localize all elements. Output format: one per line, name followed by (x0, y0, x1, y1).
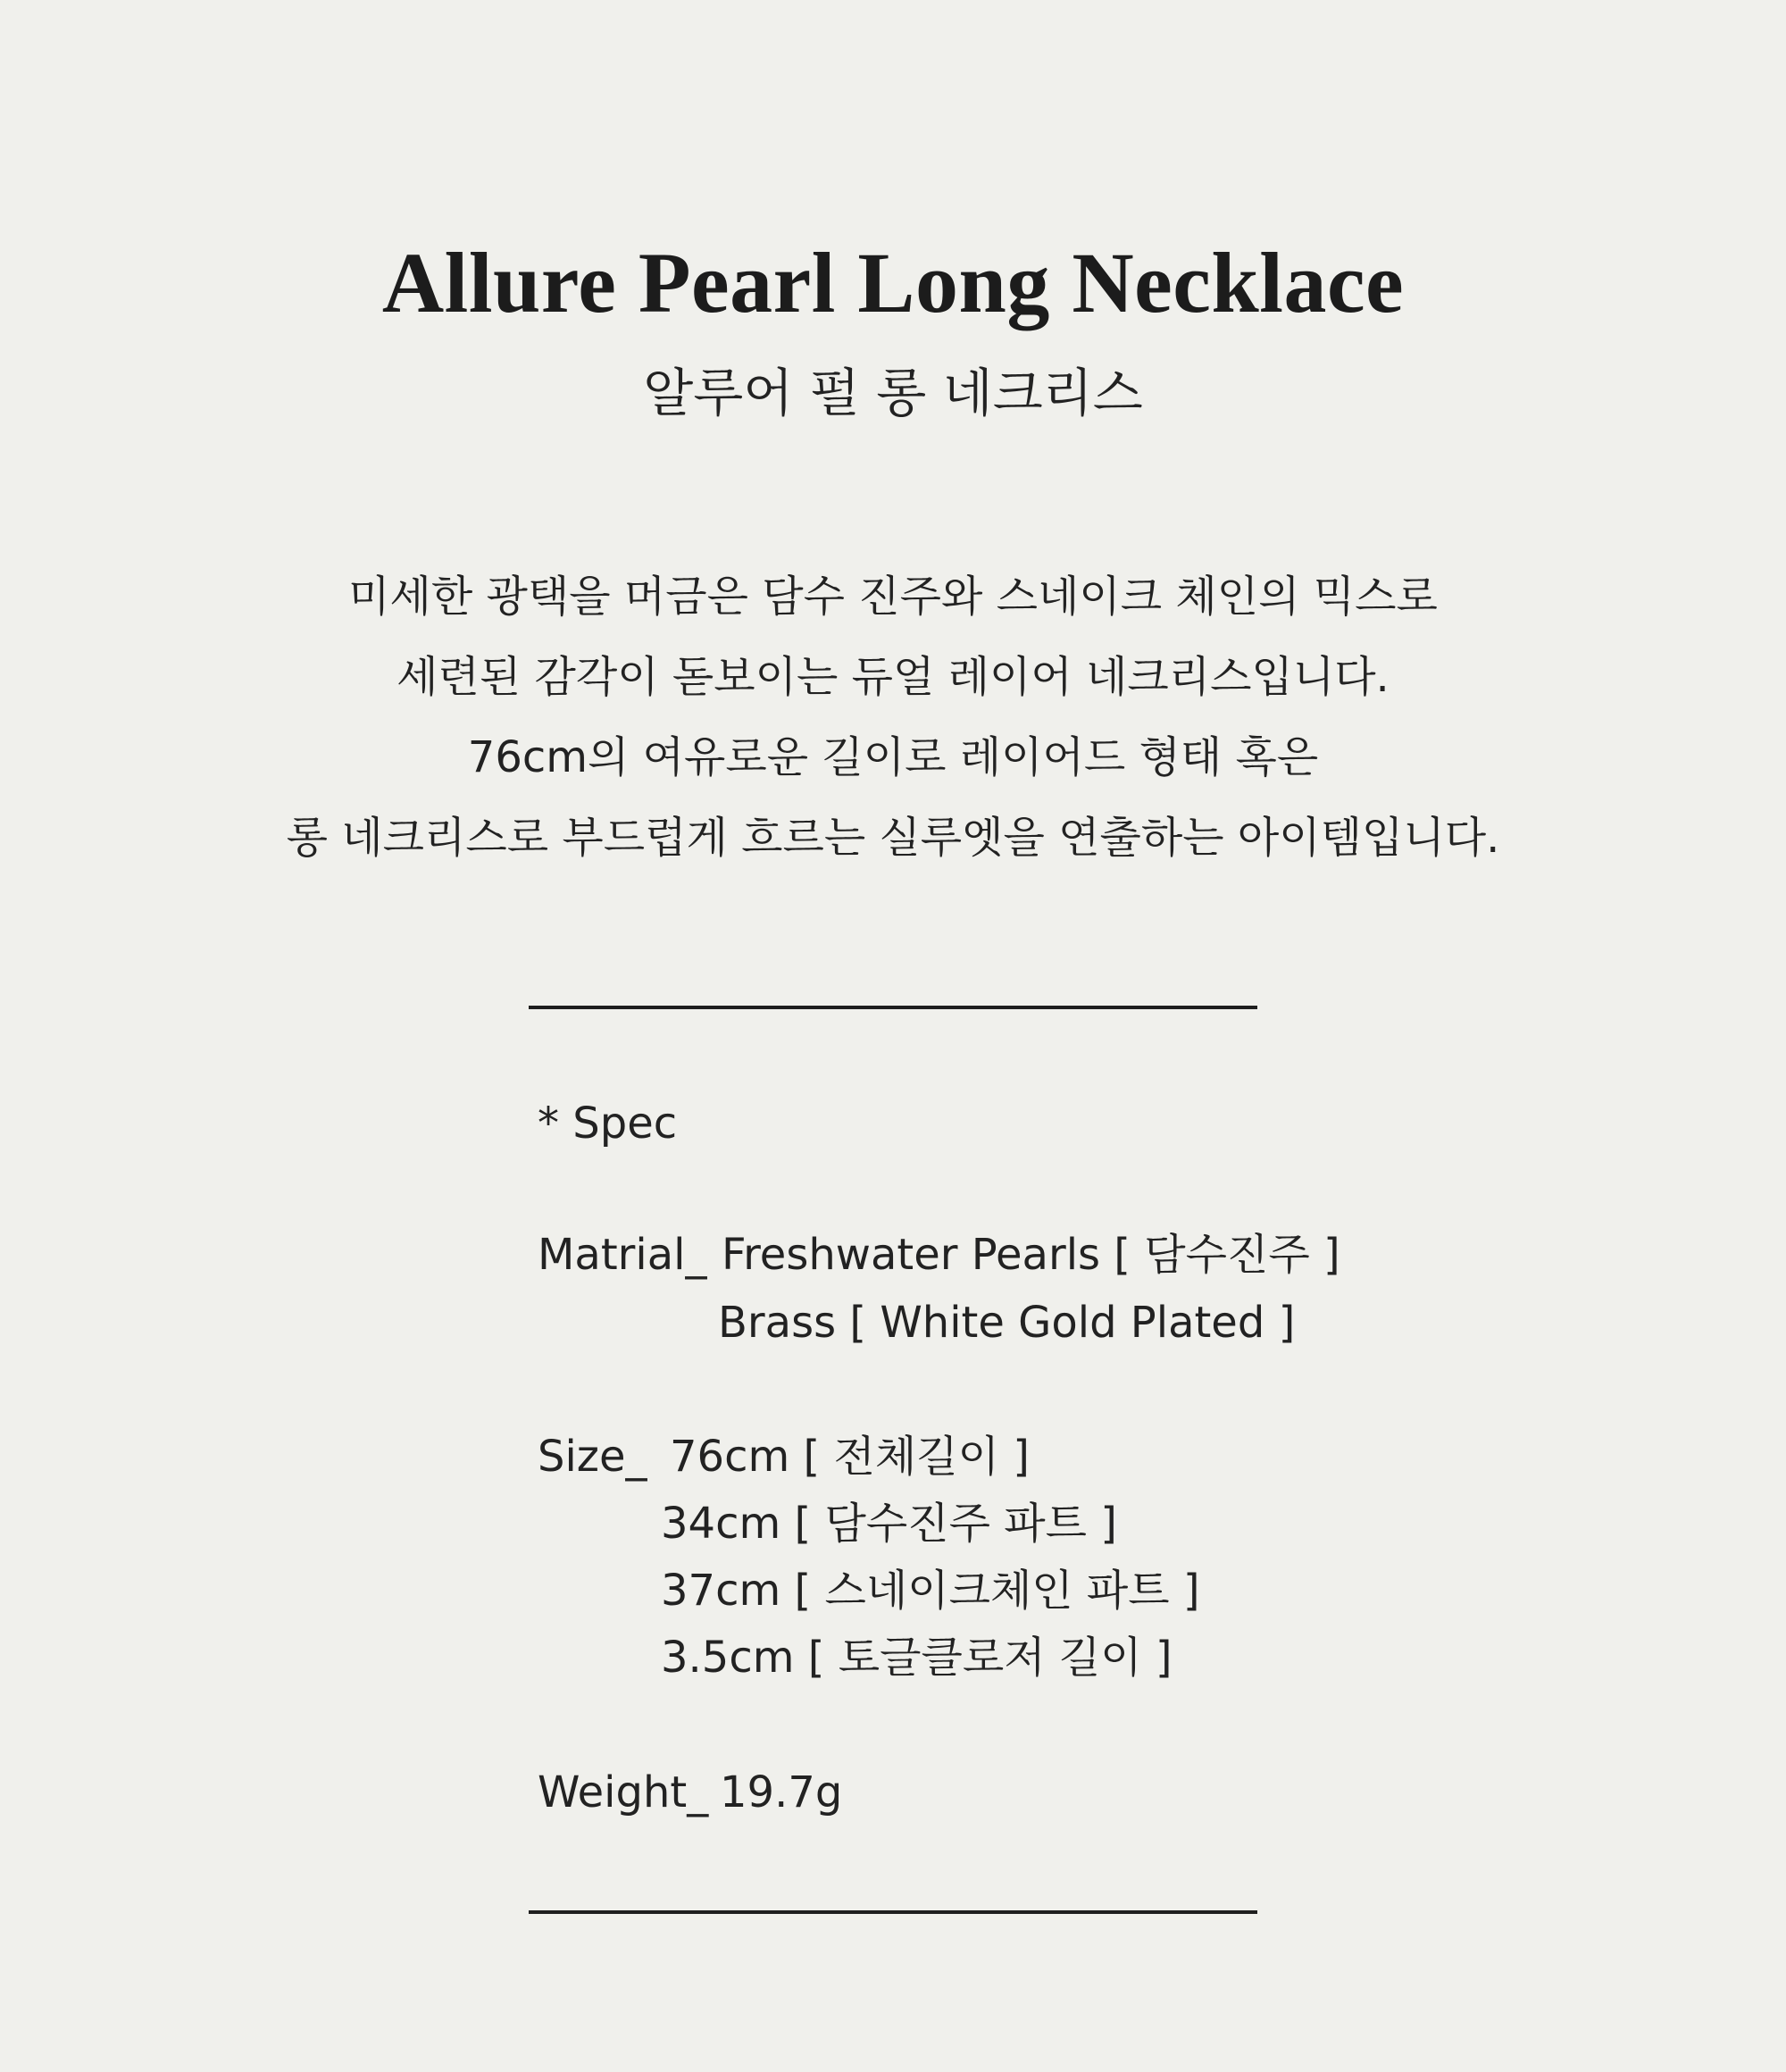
size-item: 76cm [ 전체길이 ] (670, 1432, 1030, 1482)
material-label: Matrial_ (538, 1230, 707, 1280)
description-line: 세련된 감각이 돋보이는 듀얼 레이어 네크리스입니다. (396, 652, 1390, 702)
size-item: 34cm [ 담수진주 파트 ] (661, 1499, 1117, 1549)
product-description (0, 556, 1786, 878)
product-title-en: Allure Pearl Long Necklace (381, 235, 1405, 330)
size-item: 37cm [ 스네이크체인 파트 ] (661, 1566, 1200, 1616)
description-line: 롱 네크리스로 부드럽게 흐르는 실루엣을 연출하는 아이템입니다. (286, 813, 1500, 863)
weight-value: 19.7g (720, 1767, 843, 1817)
description-line: 미세한 광택을 머금은 담수 진주와 스네이크 체인의 믹스로 (348, 572, 1438, 622)
product-title-ko: 알루어 펄 롱 네크리스 (643, 363, 1143, 423)
material-item: Brass [ White Gold Plated ] (718, 1298, 1296, 1348)
description-line: 76cm의 여유로운 길이로 레이어드 형태 혹은 (467, 732, 1319, 782)
spec-heading: * Spec (538, 1099, 678, 1149)
size-label: Size_ (538, 1432, 647, 1482)
size-item: 3.5cm [ 토글클로저 길이 ] (661, 1633, 1173, 1683)
material-item: Freshwater Pearls [ 담수진주 ] (722, 1230, 1340, 1280)
divider-top (529, 1006, 1257, 1009)
divider-bottom (529, 1910, 1257, 1914)
weight-label: Weight_ (538, 1767, 709, 1817)
